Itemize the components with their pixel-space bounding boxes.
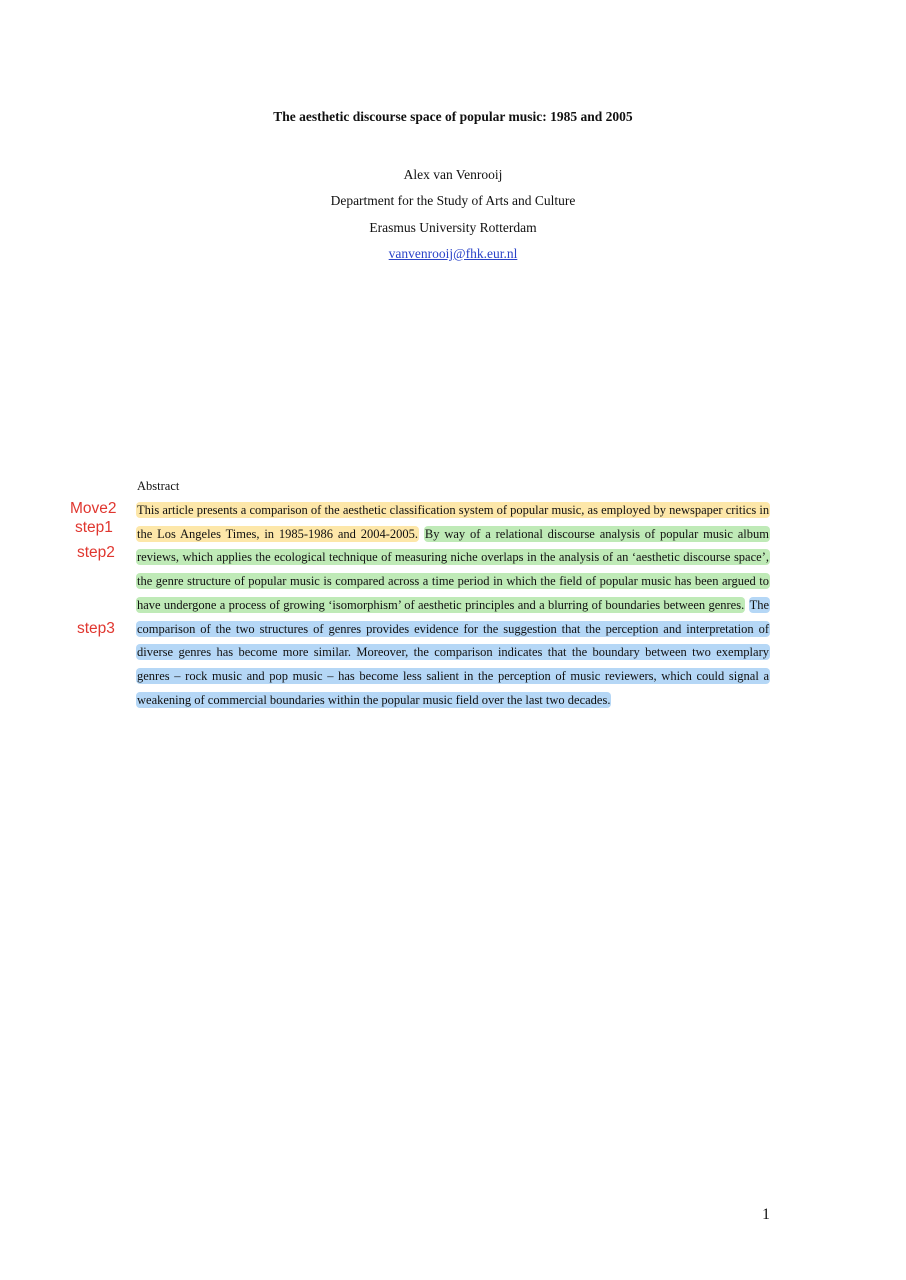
author-email-link[interactable]: vanvenrooij@fhk.eur.nl: [388, 245, 518, 261]
abstract-heading: Abstract: [137, 479, 180, 493]
abstract-step1-highlight: This article presents a comparison of the aesthetic classification system of popular music, as employed by newspaper critics in the Los Angeles Times, in 1985-1986 and 2004-2005.: [137, 503, 770, 541]
author-name: Alex van Venrooij: [403, 167, 503, 182]
annotation-step2-label: step2: [77, 544, 115, 561]
annotation-step1-label: step1: [75, 519, 113, 536]
page-number: 1: [762, 1206, 770, 1223]
abstract-step2-highlight: By way of a relational discourse analysis of popular music album reviews, which applies the ecological technique of measuring niche overlaps in the analysis of an ‘aesthetic discourse space’, the genre structure of popular music is compared across a time period in which the field of popular music has been argued to have undergone a process of growing ‘isomorphism’ of aesthetic principles and a blurring of boundaries between genres.: [137, 526, 770, 612]
abstract-step3-highlight: The comparison of the two structures of genres provides evidence for the suggestion that the perception and interpretation of diverse genres has become more similar. Moreover, the comparison indicates that the boundary between two exemplary genres – rock music and pop music – has become less salient in the perception of music reviewers, which could signal a weakening of commercial boundaries within the popular music field over the last two decades.: [137, 597, 770, 707]
author-block: [0, 162, 906, 267]
annotation-step3-label: step3: [77, 620, 115, 637]
paper-title: The aesthetic discourse space of popular music: 1985 and 2005: [273, 109, 633, 124]
author-university: Erasmus University Rotterdam: [369, 219, 537, 235]
annotation-move2-label: Move2: [70, 500, 117, 517]
author-department: Department for the Study of Arts and Culture: [330, 193, 576, 209]
abstract-body: [136, 499, 770, 712]
